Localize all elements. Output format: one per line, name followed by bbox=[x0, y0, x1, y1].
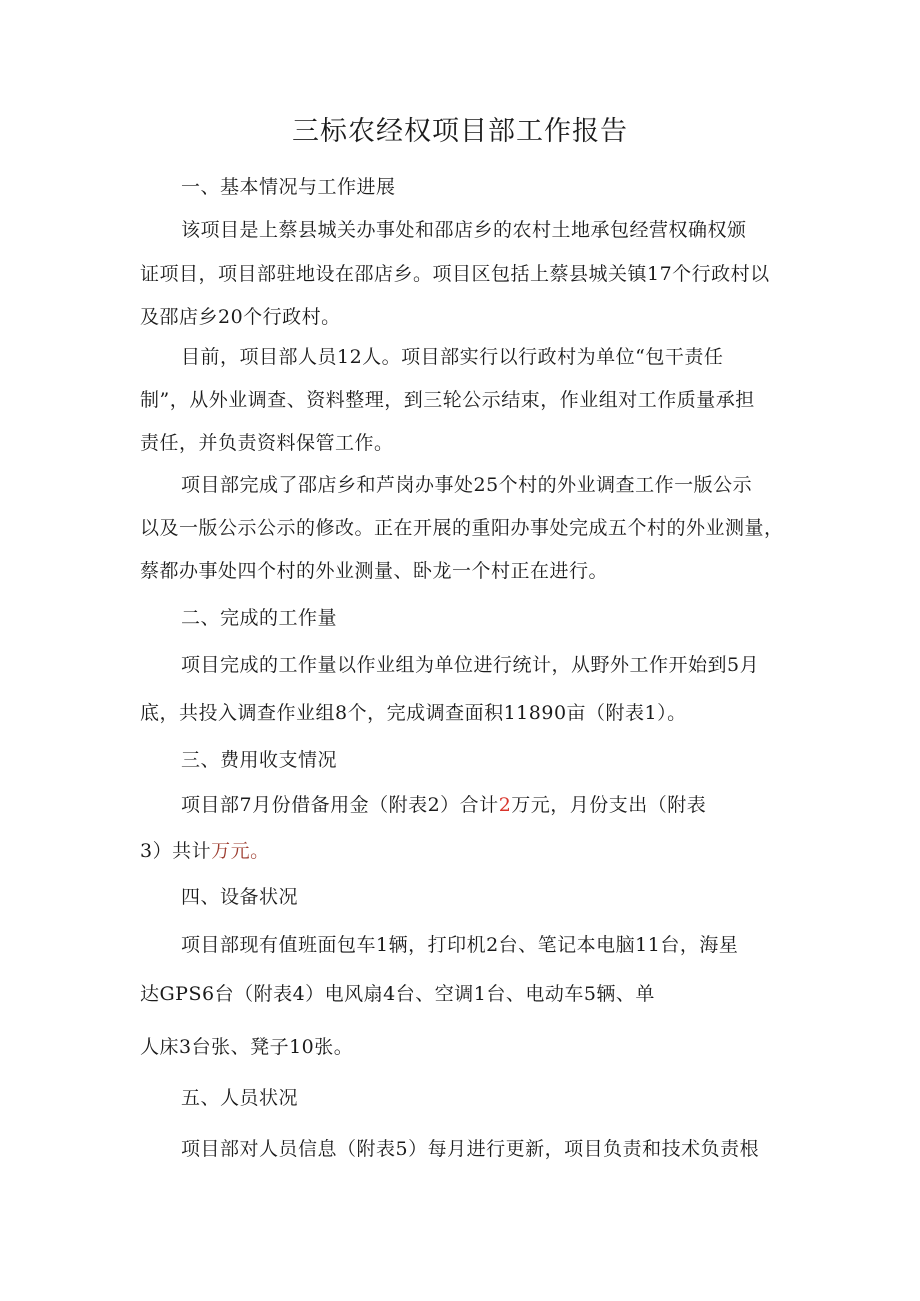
paragraph-line: 项目部完成了邵店乡和芦岗办事处25个村的外业调查工作一版公示 bbox=[181, 474, 753, 496]
paragraph-line: 以及一版公示公示的修改。正在开展的重阳办事处完成五个村的外业测量， bbox=[140, 517, 784, 539]
paragraph-line: 制”，从外业调查、资料整理，到三轮公示结束，作业组对工作质量承担 bbox=[140, 389, 755, 411]
text-run: 项目部7月份借备用金（附表2）合计 bbox=[181, 794, 499, 816]
paragraph-line: 项目部对人员信息（附表5）每月进行更新，项目负责和技术负责根 bbox=[181, 1138, 760, 1160]
paragraph-line: 项目完成的工作量以作业组为单位进行统计，从野外工作开始到5月 bbox=[181, 654, 760, 676]
paragraph-line: 人床3台张、凳子10张。 bbox=[140, 1036, 354, 1058]
text-run: 3）共计 bbox=[140, 840, 212, 862]
document-title: 三标农经权项目部工作报告 bbox=[292, 116, 628, 147]
paragraph-line: 目前，项目部人员12人。项目部实行以行政村为单位“包干责任 bbox=[181, 346, 724, 368]
section-heading-workload: 二、完成的工作量 bbox=[181, 607, 338, 629]
paragraph-line bbox=[140, 836, 270, 866]
paragraph-line: 蔡都办事处四个村的外业测量、卧龙一个村正在进行。 bbox=[140, 560, 609, 582]
highlighted-amount: 2 bbox=[498, 794, 512, 816]
section-heading-equipment: 四、设备状况 bbox=[181, 886, 299, 908]
section-heading-expenses: 三、费用收支情况 bbox=[181, 749, 338, 771]
paragraph-line bbox=[181, 790, 706, 820]
paragraph-line: 该项目是上蔡县城关办事处和邵店乡的农村土地承包经营权确权颁 bbox=[181, 219, 747, 241]
paragraph-line: 责任，并负责资料保管工作。 bbox=[140, 432, 394, 454]
paragraph-line: 达GPS6台（附表4）电风扇4台、空调1台、电动车5辆、单 bbox=[140, 983, 655, 1005]
paragraph-line: 及邵店乡20个行政村。 bbox=[140, 306, 341, 328]
paragraph-line: 项目部现有值班面包车1辆，打印机2台、笔记本电脑11台，海星 bbox=[181, 934, 739, 956]
paragraph-line: 证项目，项目部驻地设在邵店乡。项目区包括上蔡县城关镇17个行政村以 bbox=[140, 263, 770, 285]
highlighted-unit: 万元。 bbox=[211, 840, 270, 862]
section-heading-personnel: 五、人员状况 bbox=[181, 1087, 299, 1109]
paragraph-line: 底，共投入调查作业组8个，完成调查面积11890亩（附表1）。 bbox=[140, 702, 687, 724]
text-run: 万元，月份支出（附表 bbox=[511, 794, 707, 816]
section-heading-basic-info: 一、基本情况与工作进展 bbox=[181, 176, 396, 198]
